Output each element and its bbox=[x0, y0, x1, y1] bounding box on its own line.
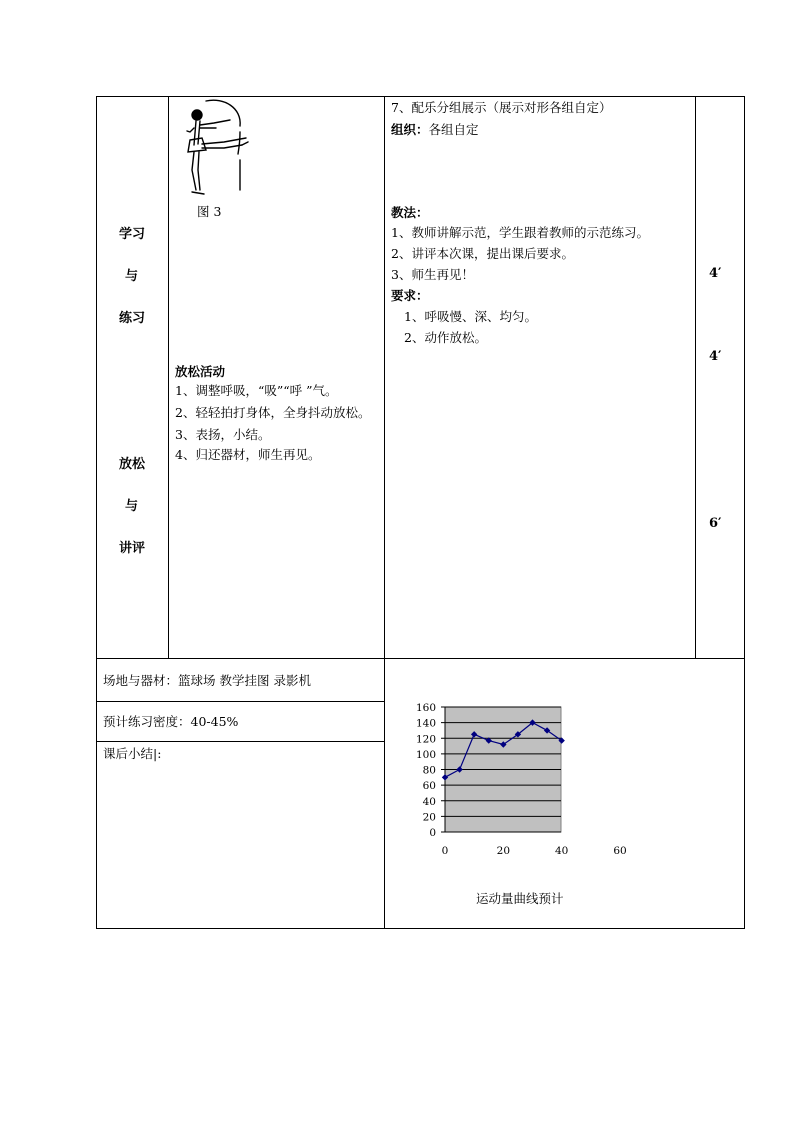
col-divider-3 bbox=[695, 96, 696, 659]
method-item-2: 2、讲评本次课，提出课后要求。 bbox=[391, 246, 574, 261]
row-divider-density bbox=[96, 741, 385, 742]
relax-item-1: 1、调整呼吸，“吸”“呼 ”气。 bbox=[175, 383, 338, 398]
y-tick-label: 100 bbox=[415, 748, 436, 761]
requirement-label: 要求： bbox=[391, 288, 429, 303]
section-label-practice: 练习 bbox=[119, 311, 146, 326]
relax-item-2: 2、轻轻拍打身体，全身抖动放松。 bbox=[175, 405, 371, 420]
relax-item-4: 4、归还器材，师生再见。 bbox=[175, 447, 321, 462]
minutes-3: 6′ bbox=[709, 516, 722, 531]
organization-text: 各组自定 bbox=[428, 122, 479, 137]
x-tick-label: 20 bbox=[496, 845, 511, 857]
after-class-summary: 课后小结|: bbox=[103, 746, 162, 761]
y-tick-label: 40 bbox=[422, 795, 436, 808]
y-tick-label: 0 bbox=[429, 827, 436, 839]
y-tick-label: 140 bbox=[415, 717, 436, 730]
workload-chart bbox=[385, 659, 744, 927]
minutes-2: 4′ bbox=[709, 349, 722, 364]
y-tick-label: 60 bbox=[422, 780, 436, 793]
requirement-item-1: 1、呼吸慢、深、均匀。 bbox=[404, 309, 537, 324]
section-label-and: 与 bbox=[125, 269, 139, 284]
section-label-learn: 学习 bbox=[119, 227, 146, 242]
figure-caption: 图 3 bbox=[197, 204, 222, 219]
requirement-item-2: 2、动作放松。 bbox=[404, 330, 487, 345]
relax-item-3: 3、表扬，小结。 bbox=[175, 427, 271, 442]
method-item-1: 1、教师讲解示范，学生跟着教师的示范练习。 bbox=[391, 225, 649, 240]
organization-label: 组织： bbox=[391, 122, 429, 137]
col-divider-1 bbox=[168, 96, 169, 659]
table-bottom-border bbox=[96, 928, 745, 929]
chart-title: 运动量曲线预计 bbox=[476, 891, 564, 906]
teaching-line-7: 7、配乐分组展示（展示对形各组自定） bbox=[391, 100, 612, 115]
x-tick-label: 0 bbox=[441, 845, 449, 857]
table-top-border bbox=[96, 96, 745, 97]
y-tick-label: 160 bbox=[415, 702, 436, 714]
method-item-3: 3、师生再见！ bbox=[391, 267, 474, 282]
method-label: 教法： bbox=[391, 205, 429, 220]
row-divider-venue bbox=[96, 701, 385, 702]
dancer-sketch-icon bbox=[172, 98, 254, 198]
y-tick-label: 20 bbox=[422, 811, 436, 824]
table-right-border bbox=[744, 96, 745, 929]
relax-activity-title: 放松活动 bbox=[175, 364, 226, 379]
x-tick-label: 60 bbox=[613, 845, 627, 857]
section-label-relax: 放松 bbox=[119, 457, 146, 472]
section-label-review: 讲评 bbox=[119, 541, 146, 556]
minutes-1: 4′ bbox=[709, 266, 722, 281]
organization-row bbox=[391, 122, 479, 137]
x-tick-label: 40 bbox=[554, 845, 569, 857]
venue-equipment: 场地与器材：篮球场 教学挂图 录影机 bbox=[103, 673, 311, 688]
practice-density: 预计练习密度：40-45% bbox=[103, 714, 239, 729]
section-label-and-2: 与 bbox=[125, 499, 139, 514]
y-tick-label: 120 bbox=[415, 733, 436, 746]
table-left-border bbox=[96, 96, 97, 929]
y-tick-label: 80 bbox=[422, 764, 436, 777]
